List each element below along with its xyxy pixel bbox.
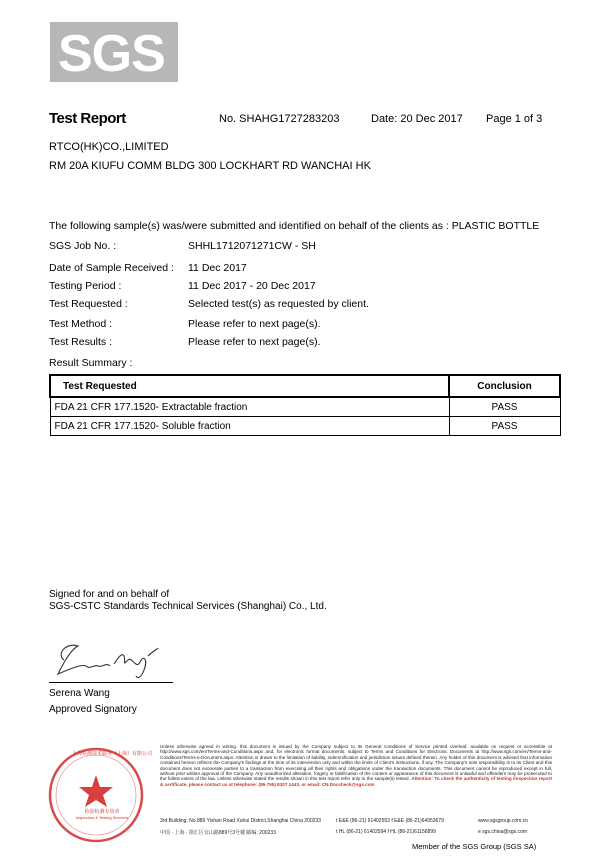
intro-text: The following sample(s) was/were submitted and identified on behalf of the clients as : PLASTIC BOTTLE (49, 220, 540, 232)
cell-test: FDA 21 CFR 177.1520- Soluble fraction (50, 417, 449, 436)
table-row (50, 397, 560, 417)
field-label-testing-period: Testing Period : (49, 280, 122, 292)
phone-line-1: t E&E (86-21) 61402553 f E&E (86-21)64953679 (336, 818, 444, 824)
field-value-testing-period: 11 Dec 2017 - 20 Dec 2017 (188, 280, 316, 292)
member-of-sgs-text: Member of the SGS Group (SGS SA) (412, 842, 537, 851)
field-value-sample-received: 11 Dec 2017 (188, 262, 247, 274)
report-title: Test Report (49, 110, 126, 127)
signed-on-behalf-text: Signed for and on behalf of (49, 589, 170, 600)
phone-line-2: t HL (86-21) 61402594 f HL (86-21)61156899 (336, 829, 436, 835)
cell-test: FDA 21 CFR 177.1520- Extractable fraction (50, 397, 449, 417)
field-value-job-no: SHHL1712071271CW - SH (188, 240, 316, 252)
handwritten-signature (52, 636, 162, 682)
field-value-test-results: Please refer to next page(s). (188, 336, 321, 348)
field-label-test-results: Test Results : (49, 336, 113, 348)
website-text: www.sgsgroup.com.cn (478, 818, 529, 824)
column-header-conclusion: Conclusion (449, 375, 560, 397)
result-summary-table (49, 374, 561, 436)
stamp-inner-english: Inspection & Testing Services (75, 815, 129, 820)
column-header-test-requested: Test Requested (50, 375, 449, 397)
field-label-job-no: SGS Job No. : (49, 240, 117, 252)
company-name: SGS-CSTC Standards Technical Services (Shanghai) Co., Ltd. (49, 601, 327, 612)
page-number: Page 1 of 3 (486, 113, 543, 125)
signatory-role: Approved Signatory (49, 704, 137, 715)
table-header-row (50, 375, 560, 397)
field-value-test-requested: Selected test(s) as requested by client. (188, 298, 369, 310)
stamp-outer-text: 上海检测技术服务（上海）有限公司 (72, 751, 153, 757)
field-label-test-method: Test Method : (49, 318, 113, 330)
official-stamp (46, 745, 153, 845)
cell-conclusion: PASS (449, 417, 560, 436)
result-summary-label: Result Summary : (49, 357, 133, 369)
field-value-test-method: Please refer to next page(s). (188, 318, 321, 330)
disclaimer-text: Unless otherwise agreed in writing, this document is issued by the Company subject to its General Conditions of Service printed overleaf, available on request or accessible at http://www.sgs.com/en/Terms-and-Conditions.aspx and, for electronic format documents, subject to Terms and Conditions for Electronic Documents at http://www.sgs.com/en/Terms-and-Conditions/Terms-e-Document.aspx. Attention is drawn to the limitation of liability, indemnification and jurisdiction issues defined therein. Any holder of this document is advised that information contained hereon reflects the Company's findings at the time of its intervention only and within the limits of Client's instructions, if any. The Company's sole responsibility is to its Client and this document does not exonerate parties to a transaction from exercising all their rights and obligations under the transaction documents. This document cannot be reproduced except in full, without prior written approval of the Company. Any unauthorized alteration, forgery or falsification of the content or appearance of this document is unlawful and offenders may be prosecuted to the fullest extent of the law. Unless otherwise stated the results shown in this test report refer only to the sample(s) tested. Attention: To check the authenticity of testing /inspection report & certificate, please contact us at telephone: (86-755) 8307 1443, or email: CN.Doccheck@sgs.com (160, 744, 553, 787)
signature-line (49, 682, 173, 683)
table-row (50, 417, 560, 436)
client-name: RTCO(HK)CO.,LIMITED (49, 141, 169, 153)
address-english: 3rd Building, No.889 Yishan Road Xuhui District,Shanghai China 200233 (160, 818, 321, 824)
client-address: RM 20A KIUFU COMM BLDG 300 LOCKHART RD WANCHAI HK (49, 160, 371, 172)
field-label-sample-received: Date of Sample Received : (49, 262, 174, 274)
report-number: No. SHAHG1727283203 (219, 113, 340, 125)
stamp-inner-text: 检验检测专用章 (84, 809, 120, 815)
attention-text: Attention: To check the authenticity of testing /inspection report & certificate, please contact us at telephone: (86-755) 8307 1443, or email: CN.Doccheck@sgs.com (160, 776, 553, 787)
signatory-name: Serena Wang (49, 688, 110, 699)
address-chinese: 中国 · 上海 · 徐汇区宜山路889号3号楼 邮编: 200233 (160, 830, 276, 836)
field-label-test-requested: Test Requested : (49, 298, 128, 310)
sgs-logo: SGS (58, 25, 165, 83)
report-date: Date: 20 Dec 2017 (371, 113, 463, 125)
cell-conclusion: PASS (449, 397, 560, 417)
email-text: e sgs.china@sgs.com (478, 829, 527, 835)
